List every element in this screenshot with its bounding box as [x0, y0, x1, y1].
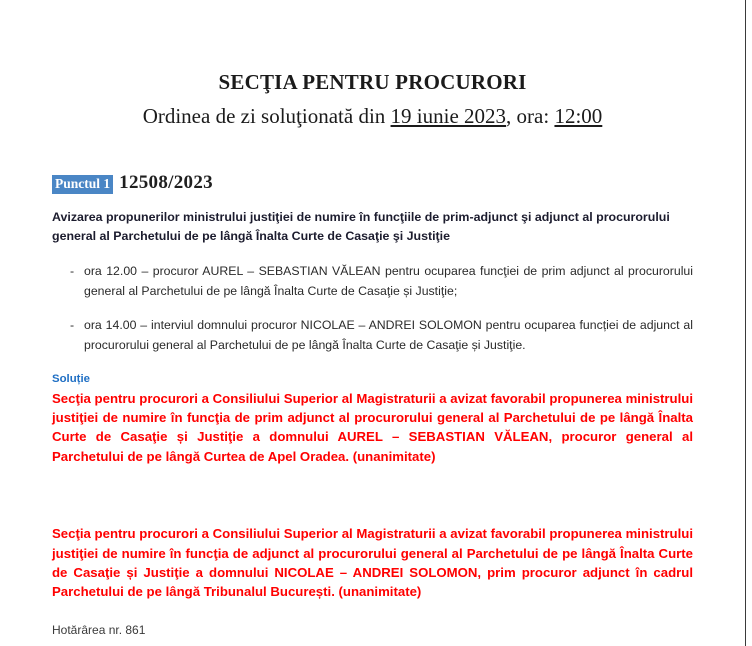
document-subtitle	[52, 102, 693, 130]
agenda-item-subject: Avizarea propunerilor ministrului justiţiei de numire în funcţiile de prim-adjunct şi adjunct al procurorului general al Parchetului de pe lângă Înalta Curte de Casaţie şi Justiţie	[52, 210, 670, 244]
page-title: SECŢIA PENTRU PROCURORI	[218, 70, 527, 94]
subtitle-middle: , ora:	[506, 104, 555, 129]
agenda-schedule-list	[52, 262, 693, 356]
document-header	[52, 0, 693, 131]
list-item	[52, 262, 693, 302]
case-file-number: 12508/2023	[119, 171, 213, 193]
agenda-item-header	[52, 172, 693, 195]
list-item-text: ora 14.00 – interviul domnului procuror NICOLAE – ANDREI SOLOMON pentru ocuparea funcției de adjunct al procurorului general al Parchetului de pe lângă Înalta Curte de Casaţie și Justiţie.	[84, 317, 693, 352]
point-number-badge: Punctul 1	[52, 175, 113, 195]
solution-label: Soluție	[52, 372, 90, 385]
list-item	[52, 316, 693, 356]
subtitle-date: 19 iunie 2023	[390, 104, 507, 129]
list-item-text: ora 12.00 – procuror AUREL – SEBASTIAN VĂLEAN pentru ocuparea funcţiei de prim adjunct al procurorului general al Parchetului de pe lângă Înalta Curte de Casaţie și Justiţie;	[84, 264, 693, 299]
solution-paragraph-first: Secţia pentru procurori a Consiliului Superior al Magistraturii a avizat favorabil propunerea ministrului justiţiei de numire în funcţia de prim adjunct al procurorului general al Parchetului de pe lângă Înalta Curte de Casaţie și Justiţie a domnului AUREL – SEBASTIAN VĂLEAN, procuror general al Parchetului de pe lângă Curtea de Apel Oradea. (unanimitate)	[52, 390, 693, 464]
page-edge-rule	[745, 0, 746, 646]
solution-paragraph-second: Secţia pentru procurori a Consiliului Superior al Magistraturii a avizat favorabil propunerea ministrului justiţiei de numire în funcţia de adjunct al procurorului general al Parchetului de pe lângă Înalta Curte de Casaţie și Justiţie a domnului NICOLAE – ANDREI SOLOMON, prim procuror adjunct în cadrul Parchetului de pe lângă Tribunalul București. (unanimitate)	[52, 526, 693, 600]
bullet-marker-icon: -	[70, 317, 75, 332]
subtitle-prefix: Ordinea de zi soluţionată din	[142, 104, 391, 129]
subtitle-time: 12:00	[554, 104, 603, 129]
decision-number: Hotărârea nr. 861	[52, 622, 146, 637]
bullet-marker-icon: -	[70, 264, 75, 279]
